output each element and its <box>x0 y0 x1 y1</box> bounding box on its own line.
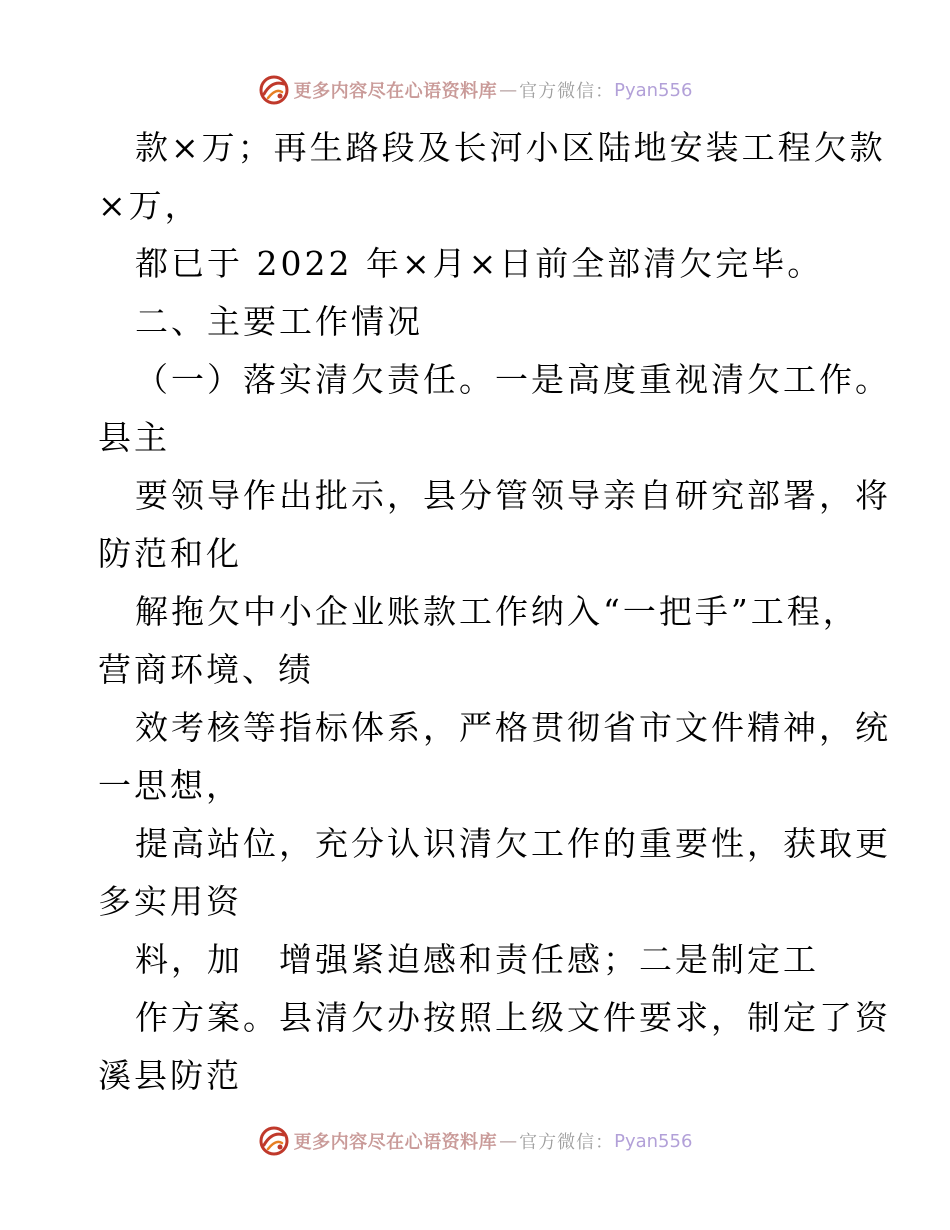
body-line: 防范和化 <box>98 534 242 573</box>
body-line: 溪县防范 <box>98 1056 242 1095</box>
body-line: 都已于 2022 年×月×日前全部清欠完毕。 <box>135 244 824 283</box>
body-line: 提高站位，充分认识清欠工作的重要性，获取更 <box>135 824 891 863</box>
body-line: 解拖欠中小企业账款工作纳入“一把手”工程， <box>135 592 859 631</box>
body-line: 多实用资 <box>98 882 242 921</box>
section-heading: 二、主要工作情况 <box>135 302 423 341</box>
watermark-site-text: 更多内容尽在心语资料库 <box>293 81 498 102</box>
body-line: 料，加 增强紧迫感和责任感；二是制定工 <box>135 940 819 979</box>
watermark-id: Pyan556 <box>614 1130 693 1152</box>
footer-watermark <box>0 1121 950 1161</box>
watermark-dash: — <box>499 1130 518 1152</box>
body-line: ×万， <box>98 186 201 225</box>
body-line: 作方案。县清欠办按照上级文件要求，制定了资 <box>135 998 891 1037</box>
body-line: 款×万；再生路段及长河小区陆地安装工程欠款 <box>135 128 886 167</box>
red-swirl-logo-icon <box>258 1125 290 1157</box>
body-line: 营商环境、绩 <box>98 650 314 689</box>
red-swirl-logo-icon <box>258 74 290 106</box>
watermark-label: 官方微信： <box>519 81 615 102</box>
watermark-dash: — <box>499 79 518 101</box>
body-line: 效考核等指标体系，严格贯彻省市文件精神，统 <box>135 708 891 747</box>
watermark-site-text: 更多内容尽在心语资料库 <box>293 1132 498 1153</box>
body-line: （一）落实清欠责任。一是高度重视清欠工作。 <box>135 360 891 399</box>
header-watermark <box>0 70 950 110</box>
watermark-id: Pyan556 <box>614 79 693 101</box>
body-line: 一思想， <box>98 766 242 805</box>
body-line: 县主 <box>98 418 170 457</box>
watermark-label: 官方微信： <box>519 1132 615 1153</box>
body-line: 要领导作出批示，县分管领导亲自研究部署，将 <box>135 476 891 515</box>
